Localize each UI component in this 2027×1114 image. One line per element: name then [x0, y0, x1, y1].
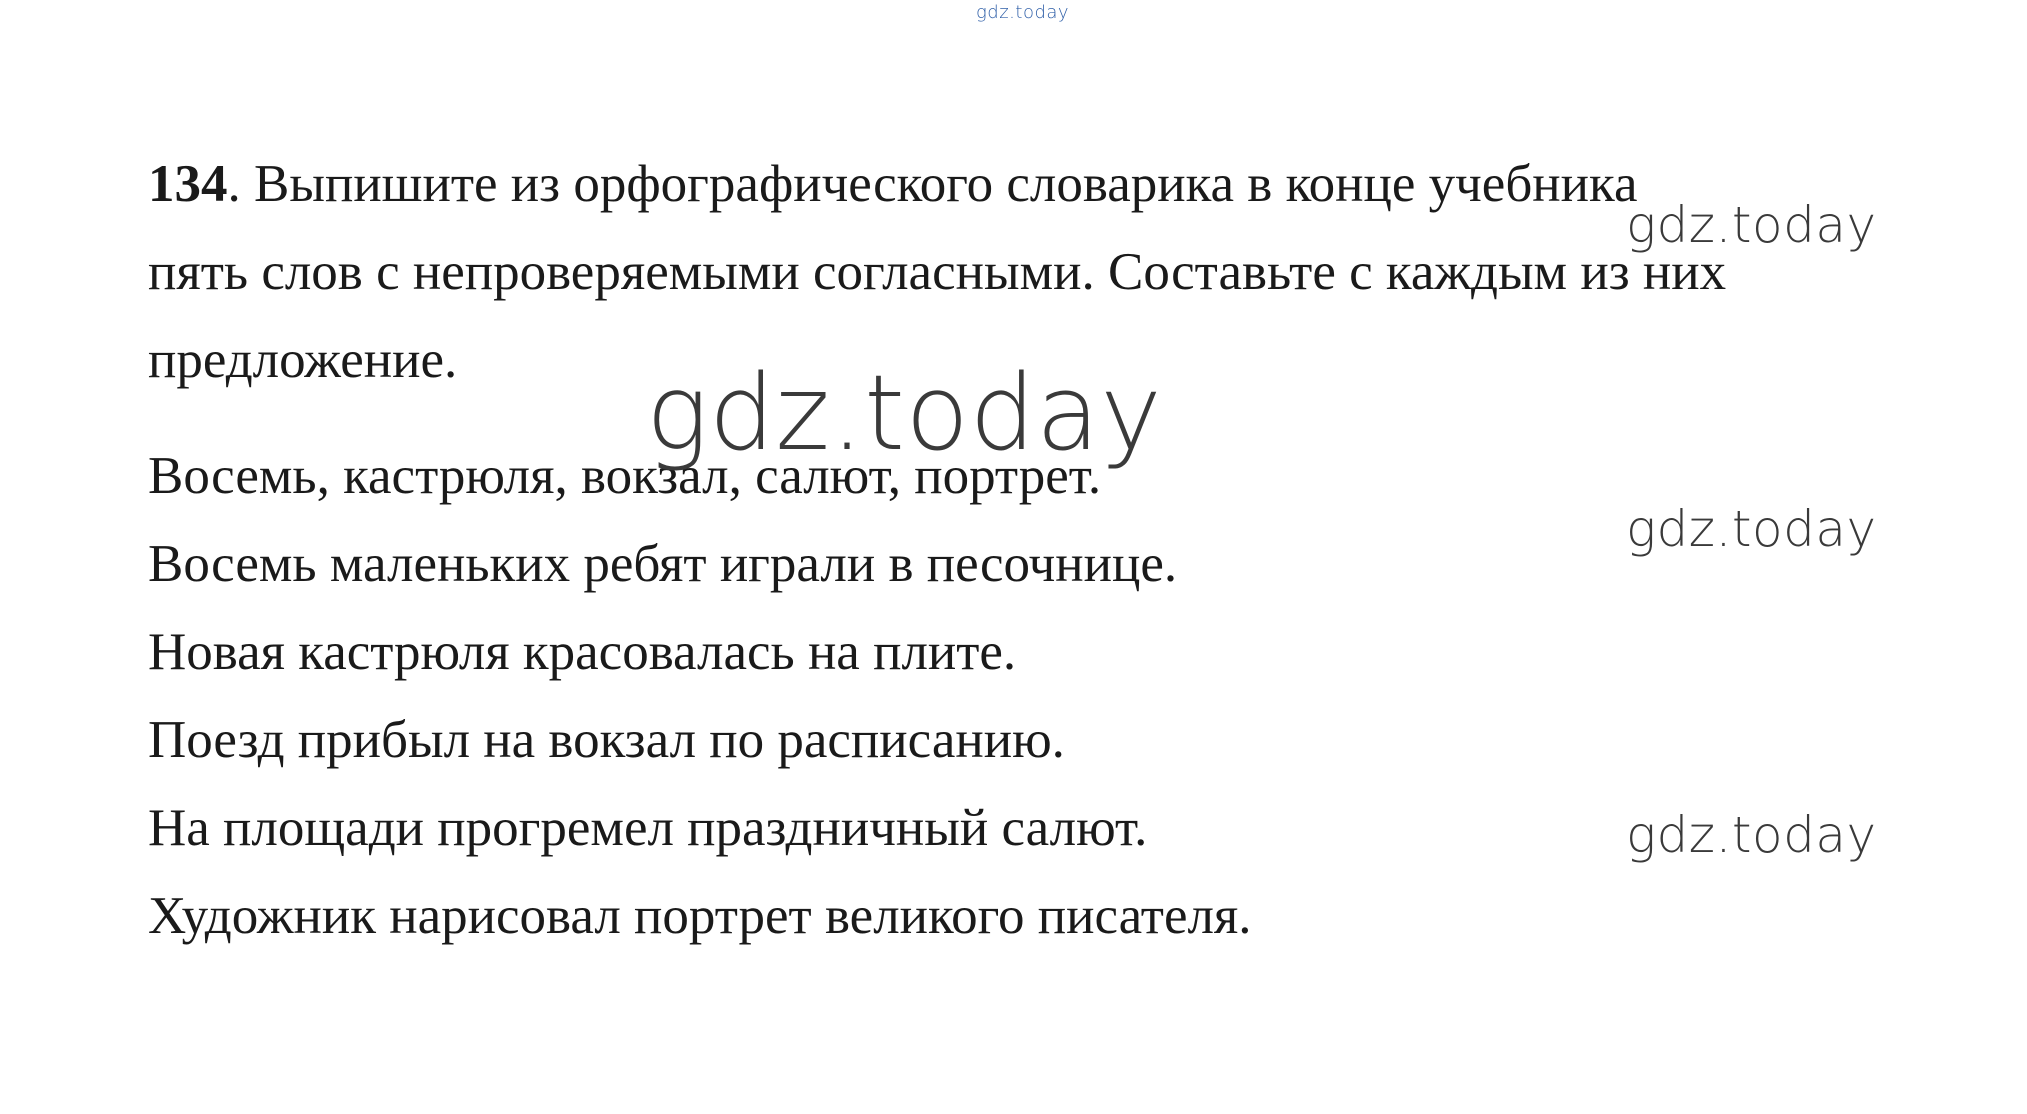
task-line-2: пять слов с непроверяемыми согласными. Составьте с каждым из них [148, 243, 1727, 301]
task-number: 134 [148, 155, 228, 213]
watermark-right-3: gdz.today [1626, 806, 1877, 864]
watermark-right-1: gdz.today [1626, 196, 1877, 254]
answer-sentence: Новая кастрюля красовалась на плите. [148, 623, 1017, 681]
task-line-3: предложение. [148, 331, 458, 389]
answer-sentence: Поезд прибыл на вокзал по расписанию. [148, 711, 1065, 769]
watermark-right-2: gdz.today [1626, 500, 1877, 558]
watermark-center: gdz.today [646, 352, 1163, 474]
task-line-1-text: . Выпишите из орфографического словарика в конце учебника [227, 155, 1638, 213]
answer-sentence: Художник нарисовал портрет великого писателя. [148, 887, 1252, 945]
answer-words-list: Восемь, кастрюля, вокзал, салют, портрет. [148, 447, 1102, 505]
answer-list [148, 432, 1252, 960]
answer-sentence: Восемь маленьких ребят играли в песочнице. [148, 535, 1178, 593]
answer-sentence: На площади прогремел праздничный салют. [148, 799, 1148, 857]
watermark-top: gdz.today [976, 2, 1070, 23]
